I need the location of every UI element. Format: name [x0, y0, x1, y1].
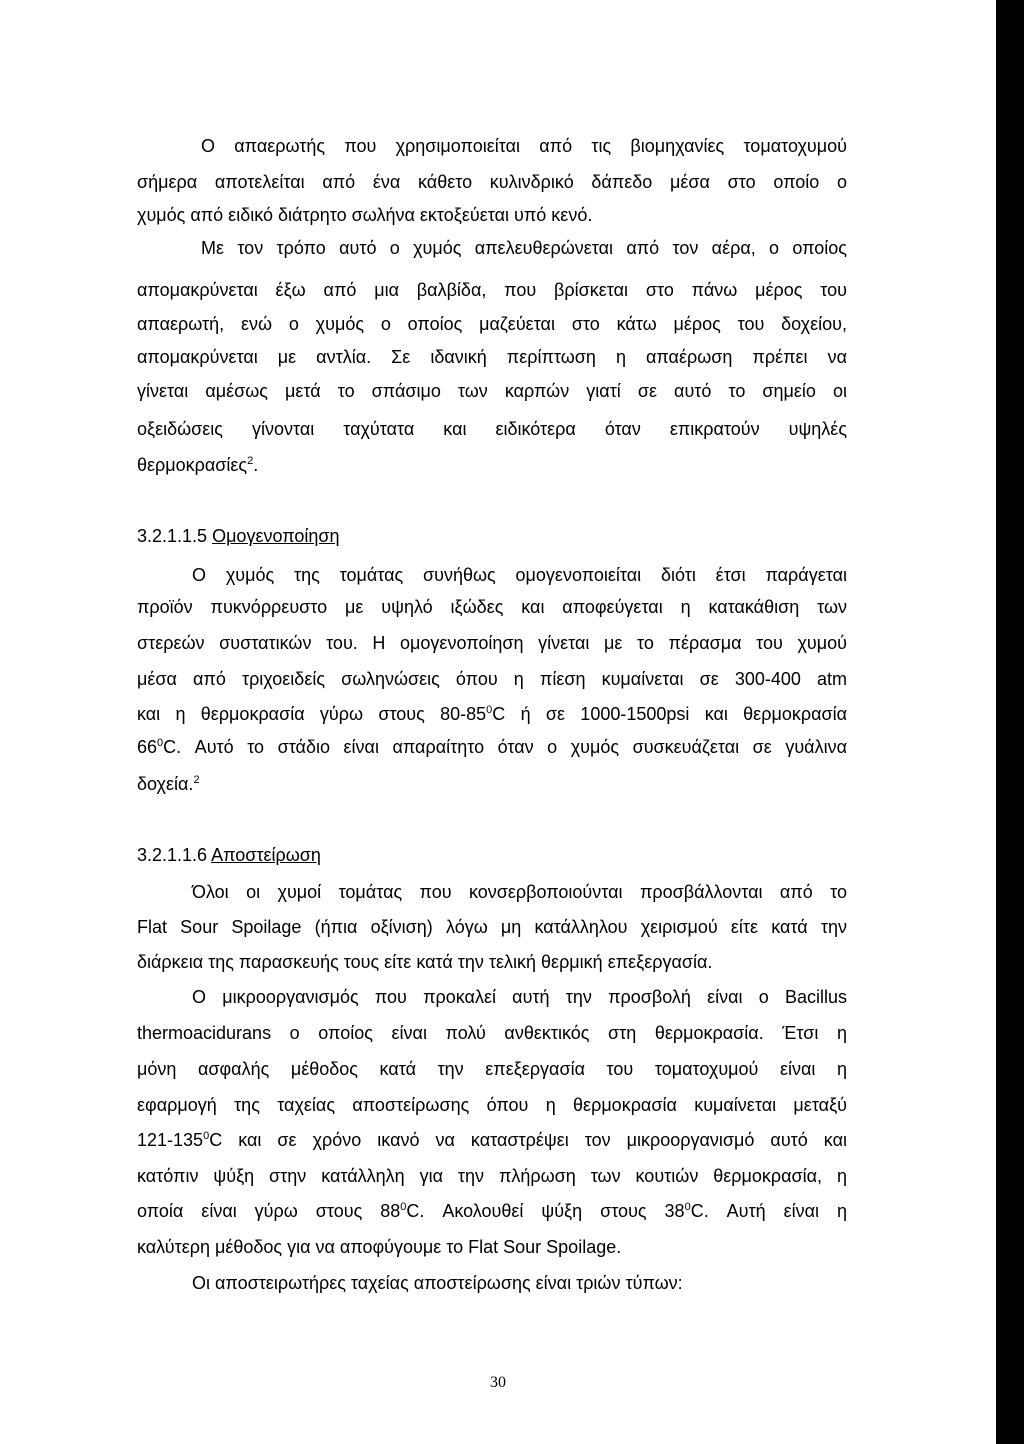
paragraph-line: κατόπιν ψύξη στην κατάλληλη για την πλήρωση των κουτιών θερμοκρασία, η — [137, 1166, 847, 1186]
paragraph-line — [137, 736, 847, 758]
paragraph-line: καλύτερη μέθοδος για να αποφύγουμε το Flat Sour Spoilage. — [137, 1237, 622, 1257]
text-run: δοχεία. — [137, 774, 194, 794]
text-run: 66 — [137, 737, 158, 757]
degree-mark: 0 — [684, 1201, 691, 1213]
paragraph-line: Flat Sour Spoilage (ήπια οξίνιση) λόγω μη κατάλληλου χειρισμού είτε κατά την — [137, 917, 847, 937]
paragraph-line: εφαρμογή της ταχείας αποστείρωσης όπου η θερμοκρασία κυμαίνεται μεταξύ — [137, 1095, 847, 1115]
section-number: 3.2.1.1.5 — [137, 526, 213, 546]
paragraph-line — [137, 1129, 847, 1151]
footnote-ref: 2 — [247, 455, 254, 467]
paragraph-line: γίνεται αμέσως μετά το σπάσιμο των καρπών γιατί σε αυτό το σημείο οι — [137, 381, 847, 401]
degree-mark: 0 — [486, 704, 493, 716]
paragraph-line: Ο χυμός της τομάτας συνήθως ομογενοποιείται διότι έτσι παράγεται — [192, 565, 847, 585]
paragraph-line — [137, 454, 847, 476]
paragraph-line: Οι αποστειρωτήρες ταχείας αποστείρωσης είναι τριών τύπων: — [192, 1273, 683, 1293]
section-number: 3.2.1.1.6 — [137, 845, 212, 865]
paragraph-line: χυμός από ειδικό διάτρητο σωλήνα εκτοξεύεται υπό κενό. — [137, 205, 593, 225]
paragraph-line: απομακρύνεται με αντλία. Σε ιδανική περίπτωση η απαέρωση πρέπει να — [137, 347, 847, 367]
text-run: 121-135 — [137, 1130, 204, 1150]
text-run: οποία είναι γύρω στους 88 — [137, 1201, 401, 1221]
margin-rule — [1000, 1268, 1002, 1414]
paragraph-line: Ο απαερωτής που χρησιμοποιείται από τις βιομηχανίες τοματοχυμού — [201, 136, 847, 156]
text-run: C ή σε 1000-1500psi και θερμοκρασία — [492, 704, 847, 724]
paragraph-line: σήμερα αποτελείται από ένα κάθετο κυλινδρικό δάπεδο μέσα στο οποίο ο — [137, 172, 847, 192]
paragraph-line: οξειδώσεις γίνονται ταχύτατα και ειδικότερα όταν επικρατούν υψηλές — [137, 419, 847, 439]
paragraph-line — [137, 1200, 847, 1222]
paragraph-line: thermoacidurans ο οποίος είναι πολύ ανθεκτικός στη θερμοκρασία. Έτσι η — [137, 1023, 847, 1043]
section-title: Αποστείρωση — [211, 845, 321, 865]
section-heading — [137, 525, 847, 547]
page-number: 30 — [490, 1374, 506, 1391]
text-run: C. Αυτό το στάδιο είναι απαραίτητο όταν ο χυμός συσκευάζεται σε γυάλινα — [163, 737, 847, 757]
paragraph-line: Όλοι οι χυμοί τομάτας που κονσερβοποιούνται προσβάλλονται από το — [192, 882, 847, 902]
text-run: C. Ακολουθεί ψύξη στους 38 — [406, 1201, 685, 1221]
degree-mark: 0 — [157, 737, 164, 749]
text-run: . — [253, 455, 259, 475]
paragraph-line: μέσα από τριχοειδείς σωληνώσεις όπου η πίεση κυμαίνεται σε 300-400 atm — [137, 669, 847, 689]
paragraph-line: στερεών συστατικών του. Η ομογενοποίηση γίνεται με το πέρασμα του χυμού — [137, 633, 847, 653]
paragraph-line — [137, 773, 847, 795]
section-title: Ομογενοποίηση — [212, 526, 340, 546]
paragraph-line: προϊόν πυκνόρρευστο με υψηλό ιξώδες και αποφεύγεται η κατακάθιση των — [137, 597, 847, 617]
degree-mark: 0 — [203, 1130, 210, 1142]
paragraph-line — [137, 703, 847, 725]
paragraph-line: Με τον τρόπο αυτό ο χυμός απελευθερώνεται από τον αέρα, ο οποίος — [201, 238, 847, 258]
text-run: και η θερμοκρασία γύρω στους 80-85 — [137, 704, 487, 724]
footnote-ref: 2 — [193, 774, 200, 786]
text-run: θερμοκρασίες — [137, 455, 248, 475]
text-run: C και σε χρόνο ικανό να καταστρέψει τον μικροοργανισμό αυτό και — [209, 1130, 847, 1150]
paragraph-line: απομακρύνεται έξω από μια βαλβίδα, που βρίσκεται στο πάνω μέρος του — [137, 280, 847, 300]
paragraph-line: μόνη ασφαλής μέθοδος κατά την επεξεργασία του τοματοχυμού είναι η — [137, 1059, 847, 1079]
degree-mark: 0 — [400, 1201, 407, 1213]
paragraph-line: διάρκεια της παρασκευής τους είτε κατά την τελική θερμική επεξεργασία. — [137, 952, 713, 972]
text-run: C. Αυτή είναι η — [690, 1201, 847, 1221]
paragraph-line: Ο μικροοργανισμός που προκαλεί αυτή την προσβολή είναι ο Bacillus — [192, 987, 847, 1007]
paragraph-line: απαερωτή, ενώ ο χυμός ο οποίος μαζεύεται στο κάτω μέρος του δοχείου, — [137, 314, 847, 334]
section-heading — [137, 844, 847, 866]
